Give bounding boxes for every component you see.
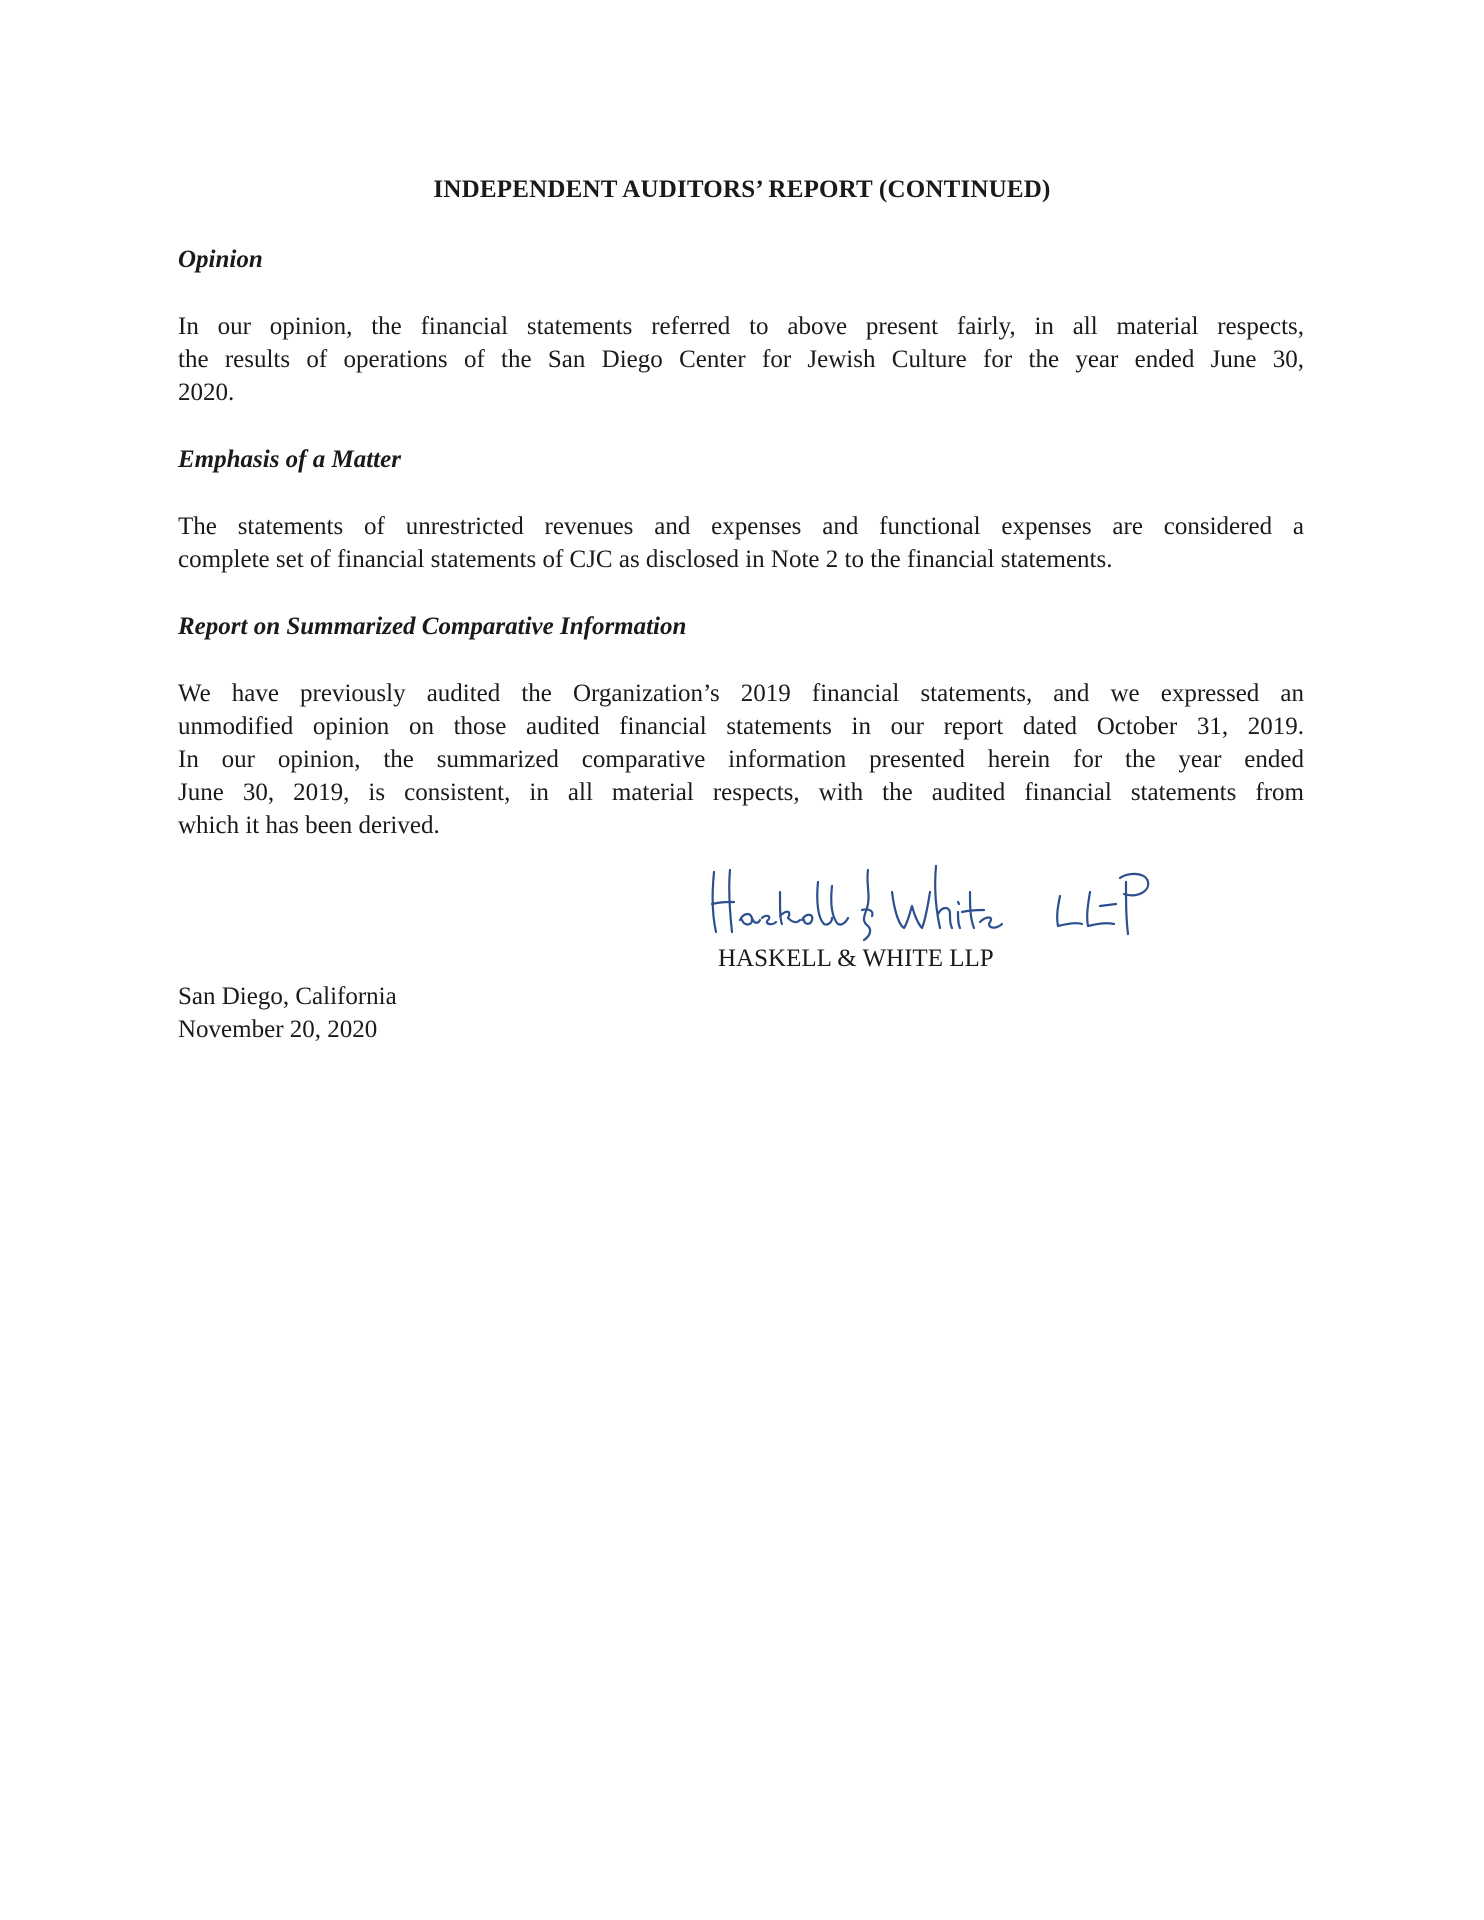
handwritten-signature: [700, 862, 1180, 942]
report-location: San Diego, California: [178, 983, 397, 1010]
paragraph-line: unmodified opinion on those audited financial statements in our report dated October 31, 2019.: [178, 713, 1304, 740]
section-paragraph-emphasis: [178, 510, 1304, 576]
paragraph-line: In our opinion, the financial statements referred to above present fairly, in all material respects,: [178, 313, 1304, 340]
paragraph-line: We have previously audited the Organization’s 2019 financial statements, and we expressed an: [178, 680, 1304, 707]
paragraph-line: June 30, 2019, is consistent, in all material respects, with the audited financial statements from: [178, 779, 1304, 806]
report-location-date: [178, 980, 397, 1046]
report-title: INDEPENDENT AUDITORS’ REPORT (CONTINUED): [433, 176, 1051, 203]
section-heading-summarized: Report on Summarized Comparative Information: [178, 613, 687, 640]
paragraph-line: 2020.: [178, 379, 235, 406]
section-heading-emphasis: Emphasis of a Matter: [178, 446, 401, 473]
signature-drawing: [700, 862, 1180, 942]
paragraph-line: which it has been derived.: [178, 812, 440, 839]
paragraph-line: the results of operations of the San Diego Center for Jewish Culture for the year ended June 30,: [178, 346, 1304, 373]
paragraph-line: The statements of unrestricted revenues and expenses and functional expenses are considered a: [178, 513, 1304, 540]
section-paragraph-summarized: [178, 677, 1304, 842]
paragraph-line: In our opinion, the summarized comparative information presented herein for the year ended: [178, 746, 1304, 773]
report-date: November 20, 2020: [178, 1016, 378, 1043]
section-heading-opinion: Opinion: [178, 246, 263, 273]
auditor-firm-name: HASKELL & WHITE LLP: [718, 945, 994, 972]
paragraph-line: complete set of financial statements of CJC as disclosed in Note 2 to the financial statements.: [178, 546, 1113, 573]
section-paragraph-opinion: [178, 310, 1304, 409]
